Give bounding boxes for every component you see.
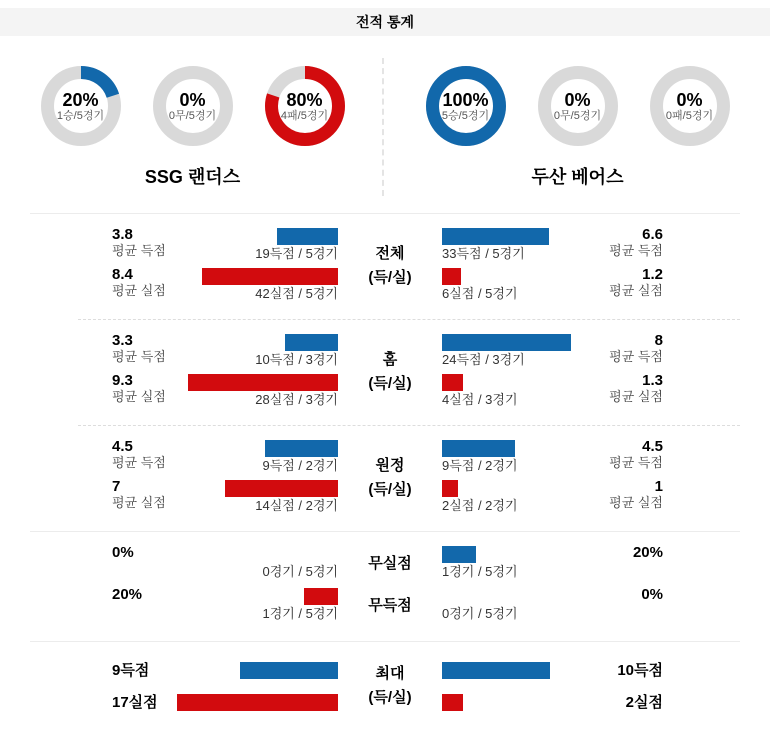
stat-value bbox=[112, 332, 174, 372]
conceded-bar bbox=[304, 588, 338, 605]
stat-value bbox=[601, 662, 663, 679]
donut-chart bbox=[41, 66, 121, 146]
stat-number: 9.3 bbox=[112, 372, 133, 389]
stat-number: 0% bbox=[641, 586, 663, 603]
scored-bar bbox=[265, 440, 338, 457]
page-title: 전적 통계 bbox=[356, 14, 414, 30]
stat-number: 3.8 bbox=[112, 226, 133, 243]
right-team-stats bbox=[442, 544, 770, 628]
section-label-line: 무실점 bbox=[368, 555, 412, 572]
bar-wrap bbox=[174, 332, 338, 372]
stat-row bbox=[0, 226, 338, 266]
right-team-stats bbox=[442, 226, 770, 306]
stat-number: 1 bbox=[654, 478, 663, 495]
stat-value bbox=[601, 694, 663, 711]
left-team-donuts bbox=[0, 66, 385, 146]
bar-wrap bbox=[442, 226, 601, 266]
donut-percent: 0% bbox=[179, 89, 206, 110]
scored-bar bbox=[442, 662, 550, 679]
left-team-name: SSG 랜더스 bbox=[144, 167, 241, 187]
donut-chart bbox=[426, 66, 506, 146]
conceded-bar bbox=[225, 480, 338, 497]
bar-caption: 28실점 / 3경기 bbox=[255, 392, 338, 407]
stat-row bbox=[0, 544, 338, 586]
conceded-bar bbox=[442, 694, 463, 711]
conceded-bar bbox=[188, 374, 338, 391]
donut-caption: 0패/5경기 bbox=[665, 109, 714, 122]
stats-sections bbox=[0, 213, 770, 731]
bar-wrap bbox=[174, 438, 338, 478]
stat-caption: 평균 실점 bbox=[609, 495, 663, 510]
conceded-bar bbox=[442, 480, 458, 497]
stat-row bbox=[0, 686, 338, 718]
win-draw-loss-area bbox=[0, 36, 770, 188]
bar-wrap bbox=[174, 694, 338, 711]
section-label-line: (득/실) bbox=[368, 481, 412, 498]
stat-row bbox=[0, 332, 338, 372]
stat-value bbox=[601, 332, 663, 372]
stat-caption: 평균 득점 bbox=[112, 455, 166, 470]
stat-caption: 평균 득점 bbox=[112, 349, 166, 364]
conceded-bar bbox=[202, 268, 338, 285]
stat-number: 4.5 bbox=[642, 438, 663, 455]
stat-caption: 평균 득점 bbox=[112, 243, 166, 258]
left-team-stats bbox=[0, 654, 338, 718]
stats-section-home bbox=[0, 320, 770, 425]
stat-value bbox=[112, 266, 174, 306]
stat-value bbox=[112, 586, 174, 628]
stat-row bbox=[442, 438, 770, 478]
center-divider bbox=[382, 58, 384, 196]
bar-wrap bbox=[174, 544, 338, 586]
section-label-line: 무득점 bbox=[368, 597, 412, 614]
donut-chart bbox=[650, 66, 730, 146]
stat-value bbox=[112, 478, 174, 518]
conceded-bar bbox=[442, 268, 461, 285]
stat-row bbox=[442, 478, 770, 518]
stat-value bbox=[112, 438, 174, 478]
section-label-line: (득/실) bbox=[368, 375, 412, 392]
donut-label bbox=[153, 66, 233, 146]
stat-value bbox=[112, 544, 174, 586]
donut-chart bbox=[538, 66, 618, 146]
bar-wrap bbox=[442, 478, 601, 518]
section-label bbox=[338, 332, 442, 412]
stat-number: 20% bbox=[632, 544, 663, 561]
donut-caption: 0무/5경기 bbox=[168, 109, 217, 122]
donut-caption: 4패/5경기 bbox=[280, 109, 329, 122]
section-label-line: (득/실) bbox=[368, 689, 412, 706]
section-label bbox=[338, 226, 442, 306]
bar-wrap bbox=[174, 372, 338, 412]
donut-chart bbox=[153, 66, 233, 146]
donut-label bbox=[265, 66, 345, 146]
stat-value bbox=[601, 372, 663, 412]
bar-caption: 0경기 / 5경기 bbox=[442, 606, 518, 621]
donut-chart bbox=[265, 66, 345, 146]
bar-wrap bbox=[442, 266, 601, 306]
donut-label bbox=[41, 66, 121, 146]
stat-number: 2실점 bbox=[625, 693, 663, 711]
bar-wrap bbox=[442, 372, 601, 412]
scored-bar bbox=[442, 440, 515, 457]
stat-caption: 평균 실점 bbox=[112, 495, 166, 510]
donut-row bbox=[0, 36, 770, 146]
stat-caption: 평균 실점 bbox=[112, 283, 166, 298]
bar-wrap bbox=[442, 586, 601, 628]
bar-caption: 19득점 / 5경기 bbox=[255, 246, 338, 261]
stat-number: 9득점 bbox=[112, 661, 150, 679]
stat-value bbox=[112, 662, 174, 679]
scored-bar bbox=[277, 228, 338, 245]
stat-row bbox=[442, 372, 770, 412]
stats-section-away bbox=[0, 426, 770, 531]
scored-bar bbox=[442, 546, 476, 563]
bar-caption: 6실점 / 5경기 bbox=[442, 286, 518, 301]
stat-value bbox=[601, 478, 663, 518]
bar-caption: 9득점 / 2경기 bbox=[442, 458, 518, 473]
section-label bbox=[338, 544, 442, 628]
stat-row bbox=[442, 586, 770, 628]
stat-number: 8.4 bbox=[112, 266, 133, 283]
stat-number: 1.3 bbox=[642, 372, 663, 389]
stat-caption: 평균 실점 bbox=[609, 389, 663, 404]
stat-caption: 평균 득점 bbox=[609, 243, 663, 258]
bar-caption: 24득점 / 3경기 bbox=[442, 352, 525, 367]
stat-caption: 평균 실점 bbox=[609, 283, 663, 298]
stat-row bbox=[0, 266, 338, 306]
bar-caption: 33득점 / 5경기 bbox=[442, 246, 525, 261]
bar-wrap bbox=[174, 662, 338, 679]
scored-bar bbox=[442, 334, 571, 351]
donut-percent: 0% bbox=[676, 89, 703, 110]
stat-caption: 평균 득점 bbox=[609, 455, 663, 470]
bar-wrap bbox=[442, 544, 601, 586]
section-label-line: 전체 bbox=[375, 245, 405, 262]
section-label-line: (득/실) bbox=[368, 269, 412, 286]
stat-value bbox=[601, 438, 663, 478]
bar-caption: 10득점 / 3경기 bbox=[255, 352, 338, 367]
stat-value bbox=[601, 586, 663, 628]
stats-section-shutout bbox=[0, 532, 770, 641]
section-label bbox=[338, 438, 442, 518]
stat-number: 3.3 bbox=[112, 332, 133, 349]
stats-section-overall bbox=[0, 214, 770, 319]
stat-row bbox=[442, 686, 770, 718]
donut-label bbox=[650, 66, 730, 146]
bar-caption: 0경기 / 5경기 bbox=[262, 564, 338, 579]
stat-row bbox=[0, 372, 338, 412]
right-team-stats bbox=[442, 654, 770, 718]
donut-caption: 5승/5경기 bbox=[441, 109, 490, 122]
stat-value bbox=[601, 266, 663, 306]
stat-number: 0% bbox=[112, 544, 134, 561]
bar-wrap bbox=[442, 694, 601, 711]
stat-row bbox=[442, 654, 770, 686]
stat-number: 10득점 bbox=[617, 661, 663, 679]
left-team-stats bbox=[0, 544, 338, 628]
stat-number: 1.2 bbox=[642, 266, 663, 283]
team-name-row bbox=[0, 166, 770, 188]
left-team-stats bbox=[0, 332, 338, 412]
donut-percent: 80% bbox=[286, 89, 323, 110]
stat-value bbox=[112, 226, 174, 266]
stat-row bbox=[0, 654, 338, 686]
bar-caption: 4실점 / 3경기 bbox=[442, 392, 518, 407]
stat-number: 20% bbox=[112, 586, 143, 603]
section-label-line: 원정 bbox=[375, 457, 405, 474]
stat-row bbox=[442, 544, 770, 586]
stat-row bbox=[0, 478, 338, 518]
donut-label bbox=[538, 66, 618, 146]
scored-bar bbox=[442, 228, 549, 245]
bar-caption: 1경기 / 5경기 bbox=[262, 606, 338, 621]
conceded-bar bbox=[442, 374, 463, 391]
bar-caption: 14실점 / 2경기 bbox=[255, 498, 338, 513]
bar-caption: 1경기 / 5경기 bbox=[442, 564, 518, 579]
donut-percent: 100% bbox=[442, 89, 489, 110]
stat-number: 7 bbox=[112, 478, 121, 495]
donut-percent: 0% bbox=[564, 89, 591, 110]
stat-value bbox=[601, 226, 663, 266]
right-team-stats bbox=[442, 332, 770, 412]
donut-label bbox=[426, 66, 506, 146]
donut-caption: 1승/5경기 bbox=[56, 109, 105, 122]
scored-bar bbox=[285, 334, 338, 351]
donut-percent: 20% bbox=[62, 89, 99, 110]
page-title-bar bbox=[0, 8, 770, 36]
bar-wrap bbox=[442, 662, 601, 679]
section-label-line: 최대 bbox=[375, 665, 405, 682]
stat-number: 8 bbox=[654, 332, 663, 349]
bar-wrap bbox=[174, 266, 338, 306]
bar-caption: 9득점 / 2경기 bbox=[262, 458, 338, 473]
stat-caption: 평균 득점 bbox=[609, 349, 663, 364]
bar-wrap bbox=[174, 586, 338, 628]
bar-caption: 42실점 / 5경기 bbox=[255, 286, 338, 301]
stat-number: 4.5 bbox=[112, 438, 133, 455]
right-team-donuts bbox=[385, 66, 770, 146]
left-team-stats bbox=[0, 226, 338, 306]
stat-row bbox=[442, 332, 770, 372]
bar-wrap bbox=[442, 438, 601, 478]
stat-row bbox=[442, 226, 770, 266]
stat-row bbox=[442, 266, 770, 306]
right-team-name: 두산 베어스 bbox=[531, 167, 624, 187]
stat-caption: 평균 실점 bbox=[112, 389, 166, 404]
bar-wrap bbox=[442, 332, 601, 372]
bar-caption: 2실점 / 2경기 bbox=[442, 498, 518, 513]
donut-caption: 0무/5경기 bbox=[553, 109, 602, 122]
section-label bbox=[338, 654, 442, 718]
conceded-bar bbox=[177, 694, 338, 711]
stats-section-max bbox=[0, 642, 770, 731]
stat-value bbox=[112, 372, 174, 412]
section-label-line: 홈 bbox=[382, 351, 398, 368]
scored-bar bbox=[240, 662, 338, 679]
stat-number: 6.6 bbox=[642, 226, 663, 243]
stat-number: 17실점 bbox=[112, 693, 158, 711]
bar-wrap bbox=[174, 226, 338, 266]
stat-value bbox=[112, 694, 174, 711]
stat-row bbox=[0, 586, 338, 628]
right-team-stats bbox=[442, 438, 770, 518]
bar-wrap bbox=[174, 478, 338, 518]
stat-row bbox=[0, 438, 338, 478]
left-team-stats bbox=[0, 438, 338, 518]
stat-value bbox=[601, 544, 663, 586]
